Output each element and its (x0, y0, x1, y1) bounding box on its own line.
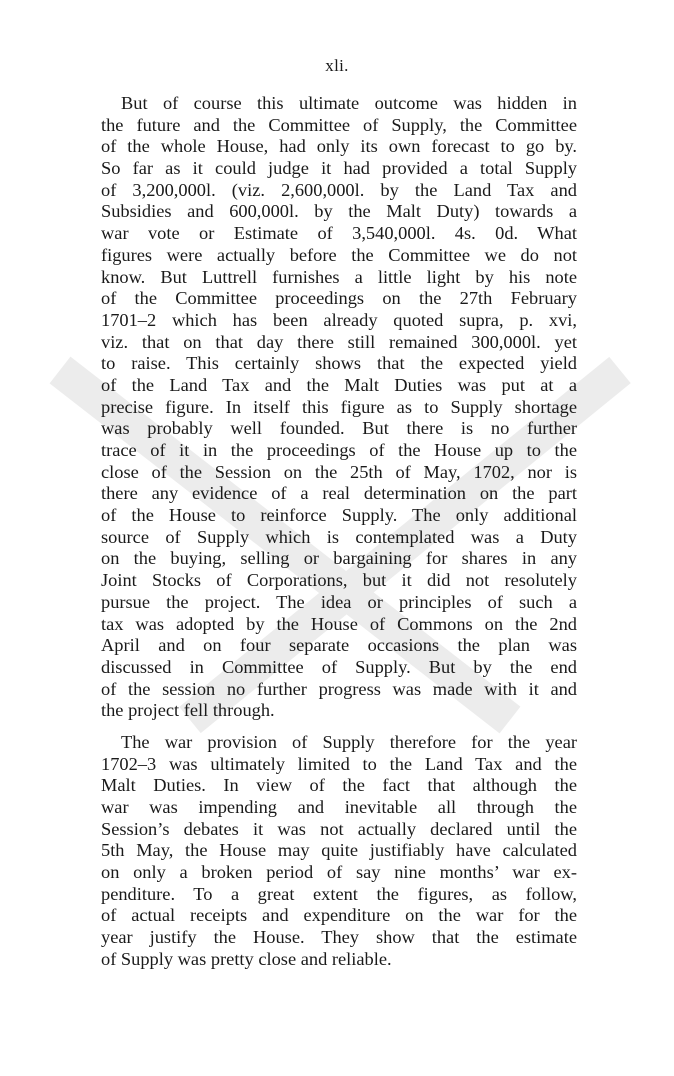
text-line: of the whole House, had only its own forecast to go by. (101, 136, 577, 157)
text-line: there any evidence of a real determination on the part (101, 483, 577, 504)
text-line: year justify the House. They show that the estimate (101, 927, 577, 948)
text-line: source of Supply which is contemplated was a Duty (101, 526, 577, 547)
text-line: war was impending and inevitable all through the (101, 797, 577, 817)
text-line: of the House to reinforce Supply. The only additional (101, 505, 577, 526)
text-line: 5th May, the House may quite justifiably have calculated (101, 840, 577, 861)
text-line: Malt Duties. In view of the fact that although the (101, 775, 577, 796)
page-number: xli. (325, 56, 349, 75)
text-line: know. But Luttrell furnishes a little light by his note (101, 266, 577, 287)
text-line: penditure. To a great extent the figures, as follow, (101, 883, 577, 904)
body-text (101, 93, 577, 971)
text-line: 1702–3 was ultimately limited to the Land Tax and the (101, 753, 577, 774)
text-line: Session’s debates it was not actually declared until the (101, 818, 577, 839)
text-line: the project fell through. (101, 700, 275, 721)
text-line: figures were actually before the Committee we do not (101, 244, 577, 265)
text-line: of Supply was pretty close and reliable. (101, 948, 392, 969)
text-line: trace of it in the proceedings of the House up to the (101, 440, 577, 460)
text-line: on the buying, selling or bargaining for shares in any (101, 548, 577, 569)
text-line: on only a broken period of say nine months’ war ex- (101, 862, 577, 883)
text-line: to raise. This certainly shows that the expected yield (101, 353, 577, 374)
text-line: April and on four separate occasions the plan was (101, 635, 577, 656)
paragraph (101, 93, 577, 722)
text-line: of the session no further progress was made with it and (101, 678, 577, 699)
text-line: war vote or Estimate of 3,540,000l. 4s. 0d. What (101, 223, 577, 244)
text-line: The war provision of Supply therefore for the year (121, 731, 577, 752)
text-line: Joint Stocks of Corporations, but it did not resolutely (101, 570, 577, 591)
text-line: was probably well founded. But there is no further (101, 418, 577, 439)
text-line: So far as it could judge it had provided a total Supply (101, 158, 577, 179)
text-line: of the Land Tax and the Malt Duties was put at a (101, 374, 577, 395)
text-line: of 3,200,000l. (viz. 2,600,000l. by the Land Tax and (101, 179, 577, 200)
text-line: of actual receipts and expenditure on the war for the (101, 905, 577, 926)
text-line: viz. that on that day there still remained 300,000l. yet (101, 331, 577, 352)
text-line: of the Committee proceedings on the 27th February (101, 288, 577, 309)
paragraph (101, 732, 577, 971)
text-line: pursue the project. The idea or principles of such a (101, 591, 577, 612)
text-line: close of the Session on the 25th of May, 1702, nor is (101, 461, 577, 482)
text-line: But of course this ultimate outcome was hidden in (121, 93, 577, 113)
text-line: the future and the Committee of Supply, the Committee (101, 114, 577, 135)
text-line: tax was adopted by the House of Commons on the 2nd (101, 613, 577, 634)
text-line: Subsidies and 600,000l. by the Malt Duty) towards a (101, 201, 577, 222)
text-line: discussed in Committee of Supply. But by the end (101, 656, 577, 677)
text-line: 1701–2 which has been already quoted supra, p. xvi, (101, 309, 577, 330)
text-line: precise figure. In itself this figure as to Supply shortage (101, 396, 577, 417)
